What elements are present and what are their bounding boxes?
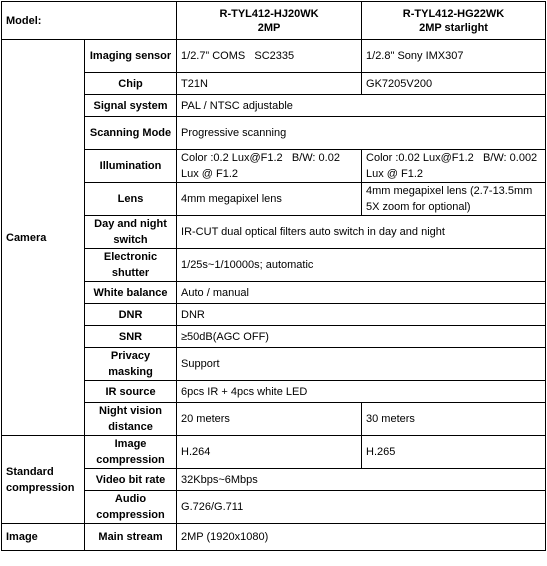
group-standard-compression: Standard compression (2, 436, 85, 524)
value: 1/25s~1/10000s; automatic (177, 249, 546, 282)
group-image: Image (2, 524, 85, 551)
model-a-header (177, 2, 362, 40)
row-label: Chip (85, 73, 177, 95)
model-row (2, 2, 546, 40)
row-label: Image compression (85, 436, 177, 469)
row-label: Night vision distance (85, 403, 177, 436)
row-label: Audio compression (85, 491, 177, 524)
group-camera: Camera (2, 40, 85, 436)
value: 32Kbps~6Mbps (177, 469, 546, 491)
value-a: T21N (177, 73, 362, 95)
value-a: Color :0.2 Lux@F1.2 B/W: 0.02 Lux @ F1.2 (177, 150, 362, 183)
row-label: Signal system (85, 95, 177, 117)
value: PAL / NTSC adjustable (177, 95, 546, 117)
value: DNR (177, 304, 546, 326)
value-b: 1/2.8" Sony IMX307 (362, 40, 546, 73)
table-row (2, 524, 546, 551)
value: ≥50dB(AGC OFF) (177, 326, 546, 348)
row-label: Main stream (85, 524, 177, 551)
value-a: H.264 (177, 436, 362, 469)
value-b: 4mm megapixel lens (2.7-13.5mm 5X zoom for optional) (362, 183, 546, 216)
row-label: White balance (85, 282, 177, 304)
value: 6pcs IR + 4pcs white LED (177, 381, 546, 403)
row-label: SNR (85, 326, 177, 348)
table-row (2, 40, 546, 73)
value: Auto / manual (177, 282, 546, 304)
row-label: Electronic shutter (85, 249, 177, 282)
value-b: H.265 (362, 436, 546, 469)
value: G.726/G.711 (177, 491, 546, 524)
value: Support (177, 348, 546, 381)
value-b: 30 meters (362, 403, 546, 436)
value: 2MP (1920x1080) (177, 524, 546, 551)
model-b-name: R-TYL412-HG22WK (402, 7, 505, 20)
value-b: GK7205V200 (362, 73, 546, 95)
value-a: 1/2.7” COMS SC2335 (177, 40, 362, 73)
model-a-resolution: 2MP (257, 21, 281, 34)
model-b-resolution: 2MP starlight (419, 21, 488, 34)
value-b: Color :0.02 Lux@F1.2 B/W: 0.002 Lux @ F1.2 (362, 150, 546, 183)
row-label: Video bit rate (85, 469, 177, 491)
value-a: 20 meters (177, 403, 362, 436)
row-label: Imaging sensor (85, 40, 177, 73)
row-label: Scanning Mode (85, 117, 177, 150)
row-label: Illumination (85, 150, 177, 183)
row-label: Privacy masking (85, 348, 177, 381)
spec-table (1, 1, 546, 551)
value: IR-CUT dual optical filters auto switch in day and night (177, 216, 546, 249)
row-label: Lens (85, 183, 177, 216)
value: Progressive scanning (177, 117, 546, 150)
value-a: 4mm megapixel lens (177, 183, 362, 216)
model-label: Model: (2, 2, 177, 40)
row-label: IR source (85, 381, 177, 403)
table-row (2, 436, 546, 469)
row-label: Day and night switch (85, 216, 177, 249)
model-b-header (362, 2, 546, 40)
row-label: DNR (85, 304, 177, 326)
model-a-name: R-TYL412-HJ20WK (219, 7, 319, 20)
